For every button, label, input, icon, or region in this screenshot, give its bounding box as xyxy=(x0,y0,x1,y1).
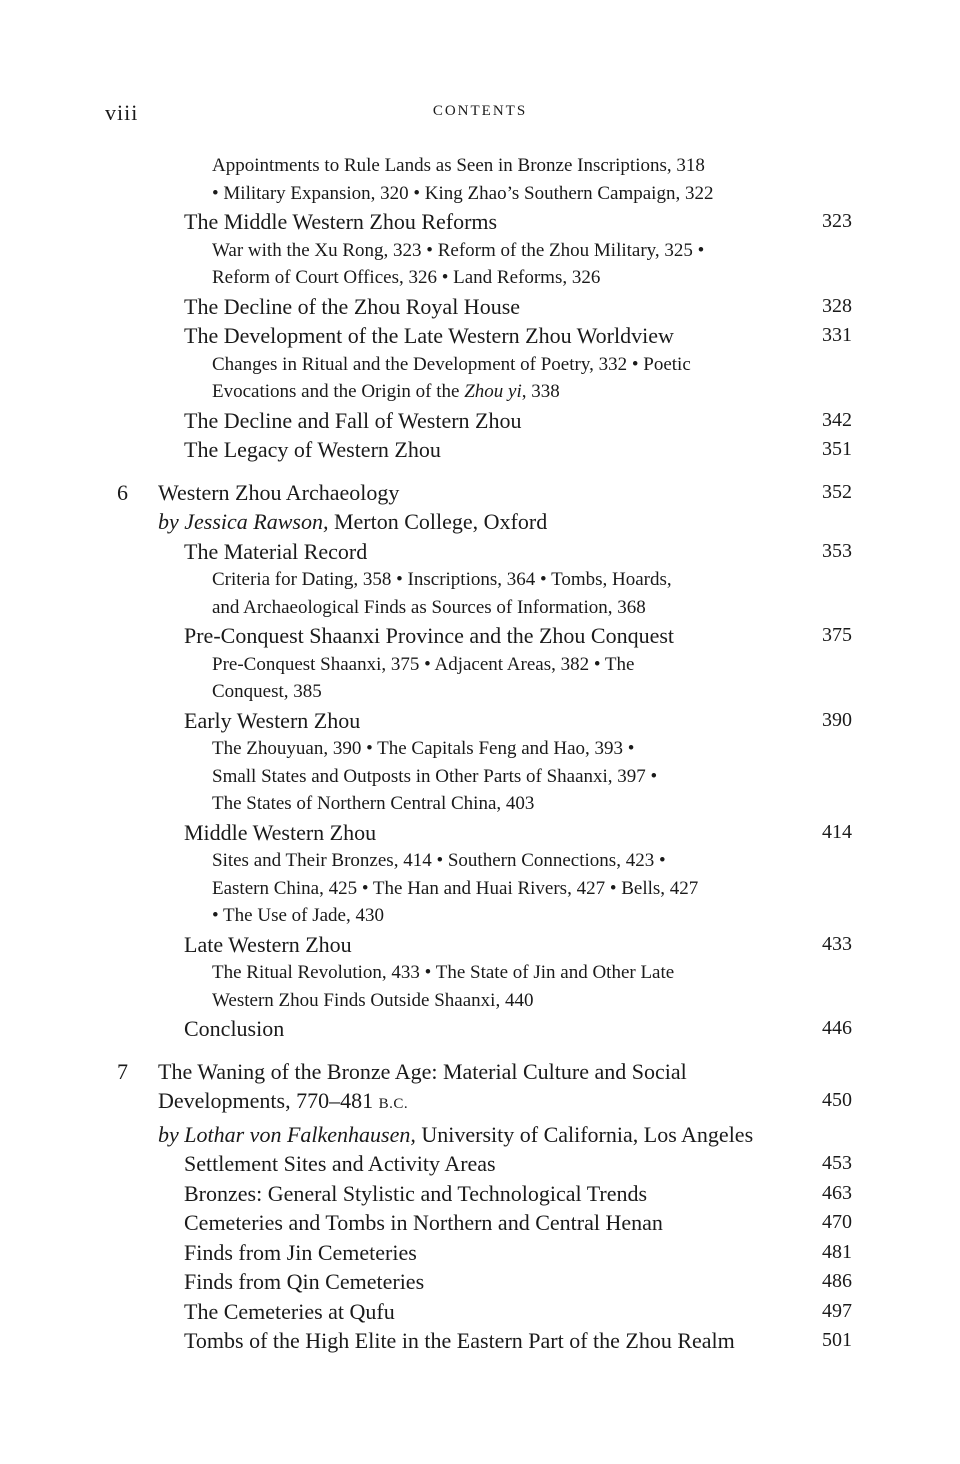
section-title: Finds from Jin Cemeteries xyxy=(184,1239,417,1265)
author-affiliation: Merton College, Oxford xyxy=(328,509,548,534)
page-number: 481 xyxy=(822,1240,852,1263)
toc-entry[interactable] xyxy=(0,292,960,322)
page-number: 342 xyxy=(822,408,852,431)
subtopics-line: War with the Xu Rong, 323 • Reform of the Zhou Military, 325 • xyxy=(212,239,705,261)
toc-entry[interactable] xyxy=(0,207,960,237)
section-title: Early Western Zhou xyxy=(184,707,361,733)
table-of-contents xyxy=(0,152,960,1356)
section-title: The Decline of the Zhou Royal House xyxy=(184,293,521,319)
chapter-title: The Waning of the Bronze Age: Material Culture and Social xyxy=(158,1058,687,1084)
section-title: The Decline and Fall of Western Zhou xyxy=(184,407,522,433)
page-number: 414 xyxy=(822,820,852,843)
section-title: Conclusion xyxy=(184,1016,285,1041)
page-number: 351 xyxy=(822,438,852,460)
spacer xyxy=(0,1044,960,1057)
subtopics-line: • Military Expansion, 320 • King Zhao’s Southern Campaign, 322 xyxy=(212,182,714,204)
section-title: Cemeteries and Tombs in Northern and Central Henan xyxy=(184,1210,663,1235)
subtopics-line: Reform of Court Offices, 326 • Land Reforms, 326 xyxy=(212,267,601,288)
era-abbreviation: B.C. xyxy=(378,1096,409,1112)
chapter-byline xyxy=(0,1120,960,1150)
section-title: The Middle Western Zhou Reforms xyxy=(184,209,498,234)
toc-entry[interactable] xyxy=(0,1326,960,1356)
subtopics-line: The Zhouyuan, 390 • The Capitals Feng and Hao, 393 • xyxy=(212,738,635,759)
byline-by: by xyxy=(158,1121,179,1147)
section-title: Settlement Sites and Activity Areas xyxy=(184,1151,496,1176)
chapter-entry[interactable] xyxy=(0,478,960,508)
toc-entry[interactable] xyxy=(0,1267,960,1297)
page-number: 497 xyxy=(822,1299,852,1322)
page-folio: viii xyxy=(105,100,139,125)
toc-entry[interactable] xyxy=(0,537,960,567)
section-title: The Material Record xyxy=(184,538,368,564)
subtopics-line: Sites and Their Bronzes, 414 • Southern Connections, 423 • xyxy=(212,850,666,871)
page-number: 450 xyxy=(822,1089,852,1111)
toc-entry[interactable] xyxy=(0,1208,960,1238)
subtopics-text: , 338 xyxy=(521,381,560,402)
toc-entry[interactable] xyxy=(0,435,960,465)
subtopics-line: • The Use of Jade, 430 xyxy=(212,905,384,926)
subtopics-line: Western Zhou Finds Outside Shaanxi, 440 xyxy=(212,989,534,1011)
chapter-byline xyxy=(0,507,960,537)
section-title: The Development of the Late Western Zhou Worldview xyxy=(184,323,674,348)
chapter-number: 6 xyxy=(117,479,128,505)
chapter-entry[interactable] xyxy=(0,1057,960,1087)
page-number: 446 xyxy=(822,1017,852,1039)
page-number: 328 xyxy=(822,294,852,317)
toc-entry[interactable] xyxy=(0,1014,960,1044)
toc-entry[interactable] xyxy=(0,321,960,351)
spacer xyxy=(0,465,960,478)
byline-by: by xyxy=(158,509,179,534)
chapter-title: Western Zhou Archaeology xyxy=(158,479,400,505)
section-title: Finds from Qin Cemeteries xyxy=(184,1269,425,1294)
subtopics-text: Evocations and the Origin of the xyxy=(212,381,465,402)
page-number: 453 xyxy=(822,1152,852,1174)
running-head: CONTENTS xyxy=(432,103,528,119)
toc-entry[interactable] xyxy=(0,706,960,736)
author-name: Jessica Rawson, xyxy=(184,509,329,534)
toc-entry[interactable] xyxy=(0,621,960,651)
page-number: 501 xyxy=(822,1329,852,1351)
page-number: 433 xyxy=(822,932,852,955)
section-title: Bronzes: General Stylistic and Technological Trends xyxy=(184,1180,648,1206)
author-name: Lothar von Falkenhausen, xyxy=(184,1121,416,1147)
toc-entry[interactable] xyxy=(0,930,960,960)
chapter-title-continuation[interactable] xyxy=(0,1086,960,1120)
chapter-title: Developments, 770–481 xyxy=(158,1088,379,1113)
toc-entry[interactable] xyxy=(0,1149,960,1179)
section-title: Middle Western Zhou xyxy=(184,819,377,845)
toc-entry[interactable] xyxy=(0,1297,960,1327)
page-number: 390 xyxy=(822,708,852,731)
section-title: Tombs of the High Elite in the Eastern Part of the Zhou Realm xyxy=(184,1328,735,1353)
subtopics-line: Appointments to Rule Lands as Seen in Bronze Inscriptions, 318 xyxy=(212,155,705,176)
subtopics-line: Small States and Outposts in Other Parts of Shaanxi, 397 • xyxy=(212,765,658,787)
toc-entry[interactable] xyxy=(0,1238,960,1268)
page-number: 331 xyxy=(822,324,852,346)
toc-entry[interactable] xyxy=(0,1179,960,1209)
page-number: 463 xyxy=(822,1181,852,1204)
page-number: 352 xyxy=(822,480,852,503)
subtopics-line: Pre-Conquest Shaanxi, 375 • Adjacent Areas, 382 • The xyxy=(212,653,635,675)
author-affiliation: University of California, Los Angeles xyxy=(415,1121,754,1147)
subtopics-line: Criteria for Dating, 358 • Inscriptions, 364 • Tombs, Hoards, xyxy=(212,569,672,590)
page-number: 353 xyxy=(822,539,852,562)
subtopics-line: and Archaeological Finds as Sources of Information, 368 xyxy=(212,596,646,618)
page-number: 323 xyxy=(822,210,852,232)
toc-entry[interactable] xyxy=(0,406,960,436)
subtopics-line: Changes in Ritual and the Development of Poetry, 332 • Poetic xyxy=(212,353,691,375)
page-number: 375 xyxy=(822,624,852,646)
book-title-italic: Zhou yi xyxy=(464,381,522,402)
page-number: 486 xyxy=(822,1270,852,1292)
subtopics-line: Eastern China, 425 • The Han and Huai Rivers, 427 • Bells, 427 xyxy=(212,877,699,899)
subtopics-line: The States of Northern Central China, 403 xyxy=(212,793,535,814)
subtopics-line: Conquest, 385 xyxy=(212,681,322,702)
chapter-number: 7 xyxy=(117,1058,128,1084)
section-title: The Legacy of Western Zhou xyxy=(184,437,441,462)
toc-entry[interactable] xyxy=(0,818,960,848)
subtopics-line xyxy=(0,378,960,406)
section-title: Late Western Zhou xyxy=(184,931,352,957)
subtopics-line: The Ritual Revolution, 433 • The State of Jin and Other Late xyxy=(212,962,675,983)
section-title: The Cemeteries at Qufu xyxy=(184,1298,395,1324)
section-title: Pre-Conquest Shaanxi Province and the Zhou Conquest xyxy=(184,623,675,648)
page-number: 470 xyxy=(822,1211,852,1233)
